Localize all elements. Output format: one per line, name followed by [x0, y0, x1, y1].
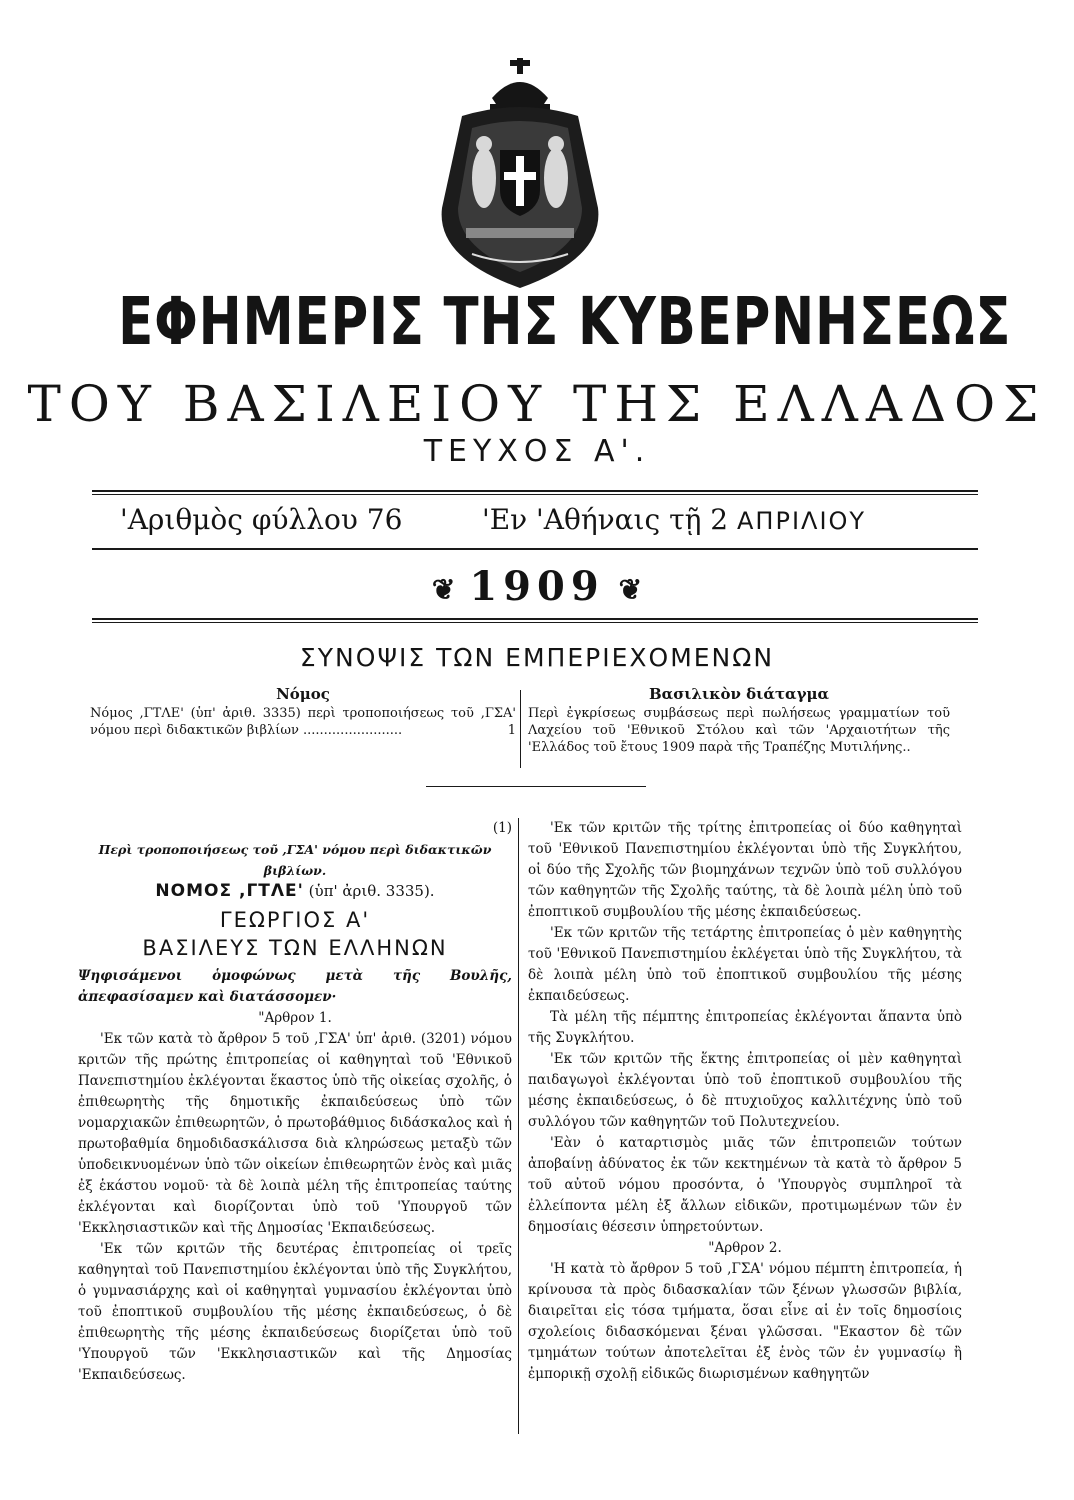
- divider: [92, 618, 978, 620]
- ornament-icon: ❦: [618, 573, 643, 606]
- footnote-number: (1): [492, 820, 512, 836]
- column-divider: [520, 690, 521, 768]
- divider: [92, 490, 978, 492]
- issue-year-row: [0, 562, 1074, 615]
- law-subject: Περὶ τροποποιήσεως τοῦ ,ΓΣΑ' νόμου περὶ διδακτικῶν βιβλίων.: [98, 842, 492, 878]
- divider: [92, 622, 978, 623]
- law-title: [78, 881, 512, 902]
- issue-info: [120, 495, 980, 545]
- short-divider: [426, 786, 646, 787]
- article-1-paragraph-6: 'Εκ τῶν κριτῶν τῆς ἕκτης ἐπιτροπείας οἱ μὲν καθηγηταὶ παιδαγωγοὶ ἐκλέγονται ὑπὸ τοῦ ἐποπτικοῦ συμβουλίου τῆς μέσης ἐκπαιδεύσεως, ὁ δὲ πτυχιοῦχος καλλιτέχνης ὑπὸ τοῦ συλλόγου τῶν καθηγητῶν τοῦ Πολυτεχνείου.: [528, 1051, 962, 1130]
- contents-decree: [528, 686, 950, 756]
- contents-law: [90, 686, 516, 739]
- king-name: ΓΕΩΡΓΙΟΣ Α': [219, 908, 371, 932]
- contents-law-page: 1: [507, 723, 516, 738]
- article-1-paragraph-2: 'Εκ τῶν κριτῶν τῆς δευτέρας ἐπιτροπείας οἱ τρεῖς καθηγηταὶ τοῦ Πανεπιστημίου ἐκλέγονται ὑπὸ τῆς Συγκλήτου, ὁ γυμνασιάρχης καὶ οἱ καθηγηταὶ γυμνασίου ἐκλέγονται ὑπὸ τοῦ ἐποπτικοῦ συμβουλίου τῆς μέσης ἐκπαιδεύσεως, ὁ δὲ ἐπιθεωρητὴς τῆς μέσης ἐκπαιδεύσεως διορίζεται ὑπὸ τοῦ 'Υπουργοῦ τῶν 'Εκκλησιαστικῶν καὶ τῆς Δημοσίας 'Εκπαιδεύσεως.: [78, 1241, 512, 1383]
- king-title: ΒΑΣΙΛΕΥΣ ΤΩΝ ΕΛΛΗΝΩΝ: [142, 936, 448, 960]
- right-column: [528, 818, 962, 1385]
- contents-title: ΣΥΝΟΨΙΣ ΤΩΝ ΕΜΠΕΡΙΕΧΟΜΕΝΩΝ: [299, 643, 775, 672]
- royal-coat-of-arms: [432, 58, 608, 290]
- gazette-title: ΕΦΗΜΕΡΙΣ ΤΗΣ ΚΥΒΕΡΝΗΣΕΩΣ: [118, 283, 1012, 360]
- left-column: [78, 818, 512, 1386]
- article-2-paragraph-1: 'Η κατὰ τὸ ἄρθρον 5 τοῦ ,ΓΣΑ' νόμου πέμπτη ἐπιτροπεία, ἡ κρίνουσα τὰ πρὸς διδασκαλίαν τῶν ξένων γλωσσῶν βιβλία, διαιρεῖται εἰς τόσα τμήματα, ὅσαι εἶνε αἱ ἐν τοῖς δημοσίοις σχολείοις διδασκόμεναι ξέναι γλῶσσαι. "Εκαστον δὲ τῶν τμημάτων τούτων ἀποτελεῖται ἐξ ἑνὸς τῶν ἐν γυμνασίῳ ἢ ἐμπορικῇ σχολῇ εἰδικῶς διωρισμένων καθηγητῶν: [528, 1261, 962, 1382]
- law-label: ΝΟΜΟΣ ,ΓΤΛΕ': [155, 881, 304, 901]
- ornament-icon: ❦: [431, 573, 456, 606]
- issue-number-value: 76: [366, 503, 403, 536]
- issue-number: [120, 495, 402, 545]
- issue-day: 2: [710, 503, 729, 536]
- cross-shield-icon: [500, 150, 540, 216]
- article-2-heading: "Αρθρον 2.: [708, 1240, 782, 1256]
- column-divider: [518, 818, 519, 1434]
- issue-number-label: 'Αριθμὸς φύλλου: [120, 503, 358, 536]
- article-1-paragraph-1: 'Εκ τῶν κατὰ τὸ ἄρθρον 5 τοῦ ,ΓΣΑ' ὑπ' ἀριθ. (3201) νόμου κριτῶν τῆς πρώτης ἐπιτροπείας οἱ καθηγηταὶ τοῦ 'Εθνικοῦ Πανεπιστημίου ἐκλέγονται ἕκαστος ὑπὸ τῆς οἰκείας σχολῆς, ὁ ἐπιθεωρητὴς τῆς δημοτικῆς ἐκπαιδεύσεως ὑπὸ τῶν νομαρχιακῶν ἐπιθεωρητῶν, ὁ πρωτοβάθμιος διδάσκαλος καὶ ἡ πρωτοβαθμία δημοδιδασκάλισσα διὰ κληρώσεως μεταξὺ τῶν ὑποδεικνυομένων ὑπὸ τῶν οἰκείων ἐπιθεωρητῶν ἑνὸς καὶ μιᾶς ἐξ ἑκάστου νομοῦ· τὰ δὲ λοιπὰ μέλη τῆς ἐπιτροπείας ταύτης ἐκλέγονται καὶ διορίζονται ὑπὸ τοῦ 'Υπουργοῦ τῶν 'Εκκλησιαστικῶν καὶ τῆς Δημοσίας 'Εκπαιδεύσεως.: [78, 1031, 512, 1236]
- series-label: ΤΕΥΧΟΣ Α'.: [423, 434, 651, 469]
- enactment-formula: Ψηφισάμενοι ὁμοφώνως μετὰ τῆς Βουλῆς, ἀπεφασίσαμεν καὶ διατάσσομεν·: [78, 968, 512, 1005]
- article-1-paragraph-5: Τὰ μέλη τῆς πέμπτης ἐπιτροπείας ἐκλέγονται ἅπαντα ὑπὸ τῆς Συγκλήτου.: [528, 1009, 962, 1046]
- article-1-heading: "Αρθρον 1.: [258, 1010, 332, 1026]
- issue-date: [482, 495, 866, 546]
- contents-law-heading: Νόμος: [276, 685, 330, 703]
- crown-icon: [490, 58, 550, 112]
- article-1-paragraph-4: 'Εκ τῶν κριτῶν τῆς τετάρτης ἐπιτροπείας ὁ μὲν καθηγητὴς τοῦ 'Εθνικοῦ Πανεπιστημίου ἐκλέγεται ὑπὸ τῆς Συγκλήτου, τὰ δὲ λοιπὰ μέλη ὑπὸ τοῦ ἐποπτικοῦ συμβουλίου τῆς μέσης ἐκπαιδεύσεως.: [528, 925, 962, 1004]
- article-1-paragraph-3: 'Εκ τῶν κριτῶν τῆς τρίτης ἐπιτροπείας οἱ δύο καθηγηταὶ τοῦ 'Εθνικοῦ Πανεπιστημίου ἐκλέγονται ὑπὸ τῆς Συγκλήτου, οἱ δύο τῆς Σχολῆς τῶν βιομηχάνων τεχνῶν ὑπὸ τοῦ συλλόγου τῶν καθηγητῶν τῆς Σχολῆς ταύτης, τὰ δὲ λοιπὰ μέλη ὑπὸ τοῦ ἐποπτικοῦ συμβουλίου τῆς μέσης ἐκπαιδεύσεως.: [528, 820, 962, 920]
- issue-month: ΑΠΡΙΛΙΟΥ: [737, 507, 867, 535]
- divider: [92, 548, 978, 550]
- issue-place-label: 'Εν 'Αθήναις τῇ: [482, 503, 702, 536]
- contents-decree-text: Περὶ ἐγκρίσεως συμβάσεως περὶ πωλήσεως γραμματίων τοῦ Λαχείου τοῦ 'Εθνικοῦ Στόλου καὶ τῶν 'Αρχαιοτήτων τῆς 'Ελλάδος τοῦ ἔτους 1909 παρὰ τῆς Τραπέζης Μυτιλήνης..: [528, 706, 950, 755]
- kingdom-subtitle: ΤΟΥ ΒΑΣΙΛΕΙΟΥ ΤΗΣ ΕΛΛΑΔΟΣ: [27, 375, 1047, 433]
- article-1-paragraph-7: 'Εὰν ὁ καταρτισμὸς μιᾶς τῶν ἐπιτροπειῶν τούτων ἀποβαίνῃ ἀδύνατος ἐκ τῶν κεκτημένων τὰ κατὰ τὸ ἄρθρον 5 τοῦ αὐτοῦ νόμου προσόντα, ὁ 'Υπουργὸς συμπληροῖ τὰ ἐλλείποντα μέλη ἐξ ἄλλων εἰδικῶν, προτιμωμένων τῶν ἐν δημοσίαις θέσεσιν ὑπηρετούντων.: [528, 1135, 962, 1235]
- contents-law-text: Νόμος ,ΓΤΛΕ' (ὑπ' ἀριθ. 3335) περὶ τροποποιήσεως τοῦ ,ΓΣΑ' νόμου περὶ διδακτικῶν βιβλίων ........................: [90, 706, 516, 738]
- issue-year: 1909: [469, 563, 605, 610]
- contents-decree-heading: Βασιλικὸν διάταγμα: [648, 685, 830, 703]
- law-number: (ὑπ' ἀριθ. 3335).: [308, 882, 435, 900]
